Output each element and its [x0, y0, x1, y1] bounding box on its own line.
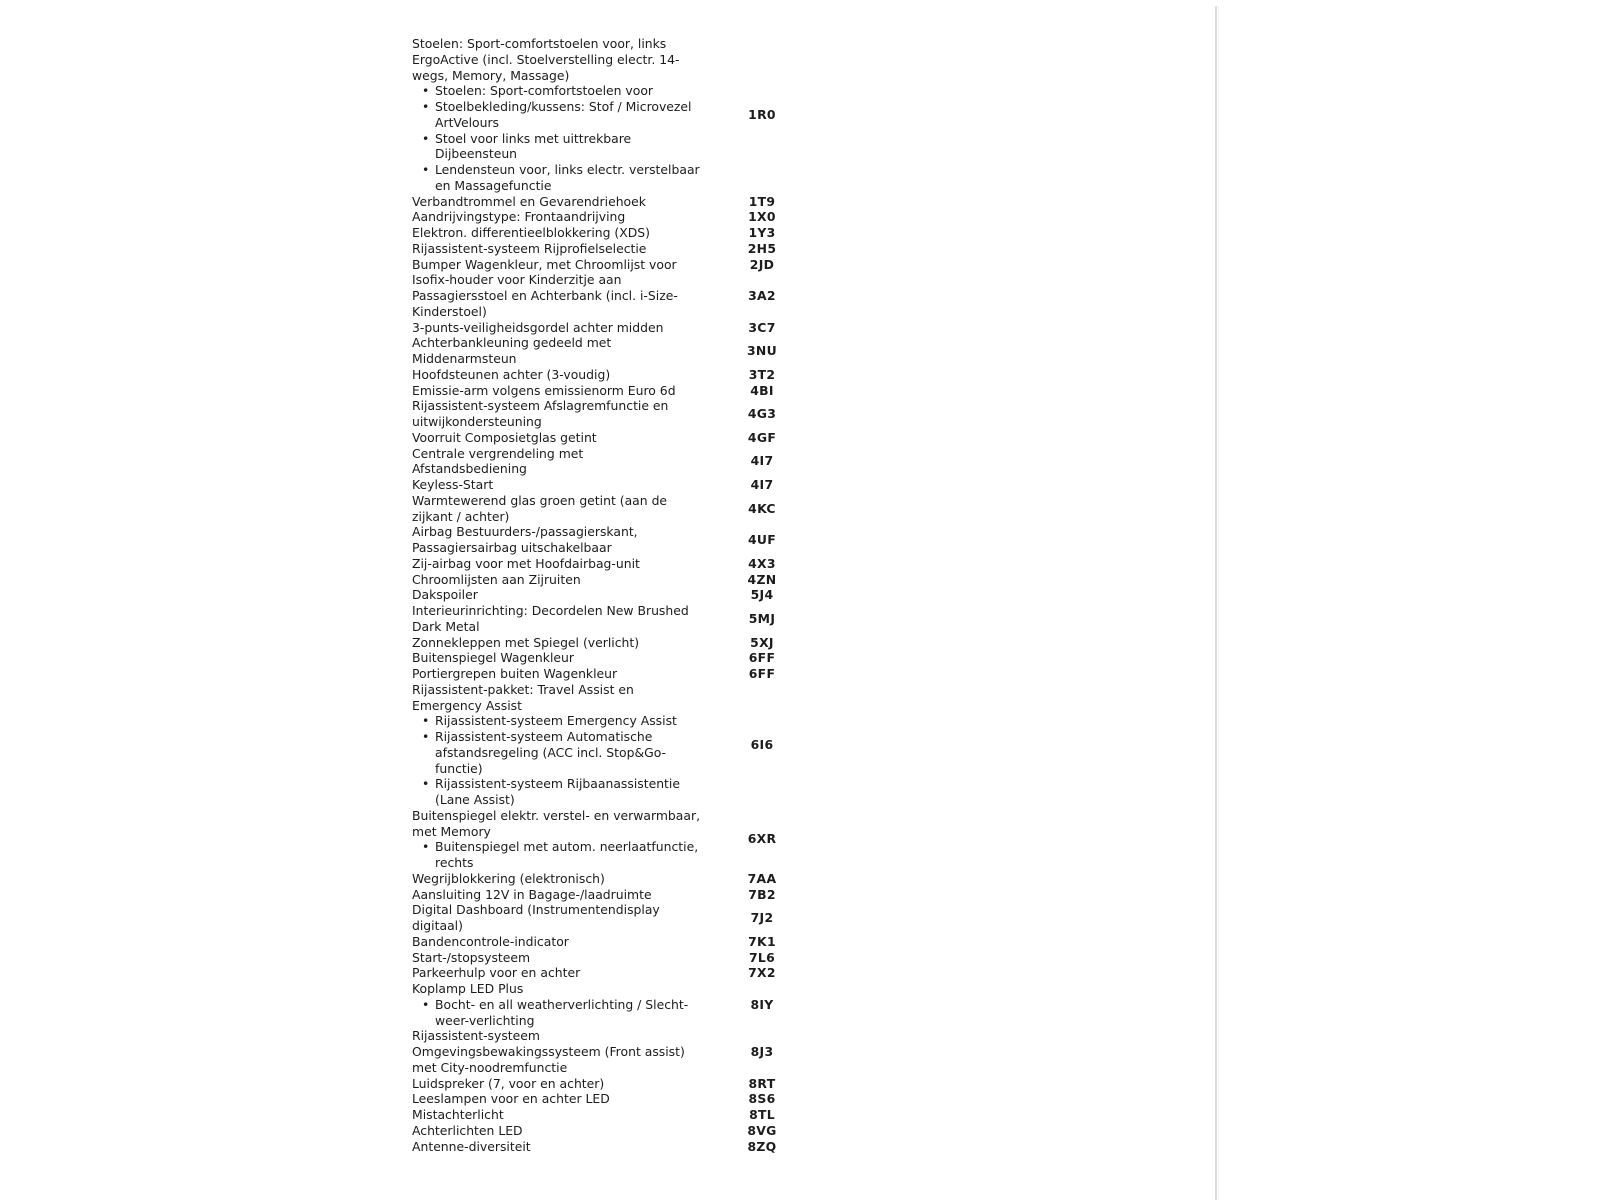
spec-row — [412, 257, 812, 273]
spec-description — [412, 603, 702, 635]
page-edge — [1215, 6, 1217, 1200]
spec-description-text: Parkeerhulp voor en achter — [412, 965, 581, 981]
spec-description-text: Bumper Wagenkleur, met Chroomlijst voor — [412, 256, 677, 272]
spec-row — [412, 950, 812, 966]
spec-description — [412, 320, 702, 336]
spec-sub-item: • Stoel voor links met uittrekbare Dijbeensteun — [412, 131, 702, 163]
spec-description — [412, 1123, 702, 1139]
spec-row — [412, 398, 812, 430]
spec-description-text: Chroomlijsten aan Zijruiten — [412, 571, 581, 587]
spec-description — [412, 493, 702, 525]
spec-sub-item: • Stoelbekleding/kussens: Stof / Microvezel ArtVelours — [412, 99, 702, 131]
spec-row — [412, 383, 812, 399]
spec-row — [412, 36, 812, 194]
spec-row — [412, 194, 812, 210]
spec-description — [412, 257, 702, 273]
spec-row — [412, 902, 812, 934]
spec-description — [412, 981, 702, 1028]
spec-description — [412, 1028, 702, 1075]
spec-option-code: 7L6 — [748, 949, 776, 965]
spec-row — [412, 1028, 812, 1075]
spec-option-code: 3NU — [747, 343, 777, 359]
spec-description-text: Koplamp LED Plus — [412, 981, 524, 996]
spec-option-code: 8IY — [750, 996, 774, 1012]
spec-description-text: Bandencontrole-indicator — [412, 933, 569, 949]
spec-option-code: 1T9 — [748, 193, 776, 209]
spec-option-code: 4KC — [748, 500, 776, 516]
spec-description-text: Achterlichten LED — [412, 1122, 523, 1138]
spec-option-code: 3C7 — [748, 319, 776, 335]
spec-option-code: 5XJ — [750, 634, 774, 650]
spec-option-code: 6XR — [747, 831, 777, 847]
spec-option-code: 7AA — [747, 870, 777, 886]
spec-description — [412, 587, 702, 603]
spec-option-code: 4BI — [750, 382, 774, 398]
spec-row — [412, 587, 812, 603]
spec-description-text: Portiergrepen buiten Wagenkleur — [412, 666, 618, 681]
spec-option-code: 8TL — [749, 1107, 775, 1122]
spec-option-code: 7K1 — [748, 933, 776, 949]
spec-option-code: 4G3 — [747, 406, 777, 422]
spec-row — [412, 666, 812, 682]
spec-row — [412, 1107, 812, 1123]
spec-option-code: 2JD — [749, 256, 775, 272]
spec-description — [412, 272, 702, 319]
spec-description — [412, 572, 702, 588]
spec-description-text: Luidspreker (7, voor en achter) — [412, 1075, 605, 1091]
spec-description — [412, 965, 702, 981]
spec-sub-list — [412, 839, 702, 871]
spec-row — [412, 335, 812, 367]
spec-row — [412, 524, 812, 556]
spec-description-text: Rijassistent-systeem Afslagremfunctie en uitwijkondersteuning — [412, 398, 669, 429]
spec-row — [412, 1139, 812, 1155]
spec-row — [412, 430, 812, 446]
spec-option-code: 6I6 — [750, 736, 774, 752]
spec-sub-item: • Stoelen: Sport-comfortstoelen voor — [412, 83, 702, 99]
spec-description-text: Interieurinrichting: Decordelen New Brushed Dark Metal — [412, 603, 689, 634]
spec-description-text: Zij-airbag voor met Hoofdairbag-unit — [412, 555, 640, 571]
spec-option-code: 1X0 — [748, 209, 776, 225]
spec-option-code: 6FF — [748, 666, 776, 681]
spec-option-code: 4UF — [747, 532, 777, 548]
spec-row — [412, 272, 812, 319]
spec-sub-item: • Bocht- en all weatherverlichting / Slecht-weer-verlichting — [412, 997, 702, 1029]
spec-description — [412, 194, 702, 210]
spec-option-code: 6FF — [748, 650, 776, 666]
spec-row — [412, 477, 812, 493]
spec-row — [412, 1091, 812, 1107]
spec-description — [412, 666, 702, 682]
spec-description-text: Elektron. differentieelblokkering (XDS) — [412, 225, 650, 240]
spec-description-text: Aansluiting 12V in Bagage-/laadruimte — [412, 886, 652, 902]
spec-row — [412, 650, 812, 666]
spec-option-code: 7X2 — [748, 965, 776, 981]
spec-description — [412, 1139, 702, 1155]
spec-description-text: Centrale vergrendeling met Afstandsbediening — [412, 445, 584, 477]
spec-option-code: 2H5 — [747, 240, 777, 256]
spec-description — [412, 36, 702, 194]
spec-option-code: 4ZN — [747, 571, 777, 587]
spec-option-code: 3T2 — [748, 366, 776, 382]
spec-description — [412, 209, 702, 225]
spec-description — [412, 950, 702, 966]
spec-sub-item: • Rijassistent-systeem Rijbaanassistentie (Lane Assist) — [412, 776, 702, 808]
spec-description — [412, 477, 702, 493]
spec-description-text: Rijassistent-systeem Rijprofielselectie — [412, 240, 647, 256]
spec-description-text: Isofix-houder voor Kinderzitje aan Passagiersstoel en Achterbank (incl. i-Size-Kinderstoel) — [412, 272, 678, 319]
spec-description — [412, 871, 702, 887]
spec-row — [412, 367, 812, 383]
spec-description-text: Hoofdsteunen achter (3-voudig) — [412, 366, 611, 382]
spec-option-code: 8ZQ — [747, 1138, 777, 1154]
spec-row — [412, 603, 812, 635]
equipment-spec-table — [412, 36, 812, 1154]
spec-description — [412, 650, 702, 666]
spec-option-code: 5MJ — [748, 610, 776, 626]
spec-description-text: Digital Dashboard (Instrumentendisplay digitaal) — [412, 902, 660, 933]
spec-option-code: 8VG — [747, 1122, 777, 1138]
spec-sub-item: • Rijassistent-systeem Emergency Assist — [412, 713, 702, 729]
spec-option-code: 8J3 — [750, 1044, 774, 1059]
spec-description-text: Voorruit Composietglas getint — [412, 429, 597, 445]
spec-row — [412, 887, 812, 903]
spec-description — [412, 635, 702, 651]
spec-sub-item: • Lendensteun voor, links electr. verstelbaar en Massagefunctie — [412, 162, 702, 194]
spec-description — [412, 808, 702, 871]
spec-option-code: 5J4 — [750, 587, 774, 603]
spec-description — [412, 225, 702, 241]
spec-row — [412, 1076, 812, 1092]
spec-row — [412, 572, 812, 588]
spec-description — [412, 524, 702, 556]
spec-sub-item: • Buitenspiegel met autom. neerlaatfunctie, rechts — [412, 839, 702, 871]
spec-option-code: 8S6 — [748, 1091, 776, 1107]
spec-description-text: 3-punts-veiligheidsgordel achter midden — [412, 319, 664, 335]
spec-description — [412, 682, 702, 808]
spec-description — [412, 335, 702, 367]
spec-description — [412, 934, 702, 950]
spec-option-code: 1Y3 — [748, 225, 776, 240]
spec-sub-list — [412, 713, 702, 808]
spec-description — [412, 1107, 702, 1123]
spec-description-text: Mistachterlicht — [412, 1107, 504, 1122]
spec-row — [412, 209, 812, 225]
spec-description-text: Wegrijblokkering (elektronisch) — [412, 870, 605, 886]
spec-sub-list — [412, 997, 702, 1029]
spec-row — [412, 965, 812, 981]
spec-description-text: Dakspoiler — [412, 587, 478, 603]
spec-description-text: Buitenspiegel elektr. verstel- en verwarmbaar, met Memory — [412, 807, 701, 839]
spec-description-text: Stoelen: Sport-comfortstoelen voor, links ErgoActive (incl. Stoelverstelling electr. 14-wegs, Memory, Massage) — [412, 36, 680, 83]
spec-row — [412, 320, 812, 336]
spec-sub-list — [412, 83, 702, 193]
spec-row — [412, 934, 812, 950]
spec-option-code: 4I7 — [750, 453, 774, 469]
spec-row — [412, 241, 812, 257]
spec-description-text: Achterbankleuning gedeeld met Middenarmsteun — [412, 335, 612, 366]
spec-description — [412, 430, 702, 446]
spec-row — [412, 682, 812, 808]
spec-description-text: Emissie-arm volgens emissienorm Euro 6d — [412, 382, 676, 398]
spec-description — [412, 1091, 702, 1107]
spec-row — [412, 871, 812, 887]
spec-description-text: Zonnekleppen met Spiegel (verlicht) — [412, 634, 640, 650]
spec-option-code: 7B2 — [748, 886, 776, 902]
spec-option-code: 4I7 — [750, 477, 774, 492]
spec-row — [412, 556, 812, 572]
spec-sub-item: • Rijassistent-systeem Automatische afstandsregeling (ACC incl. Stop&Go-functie) — [412, 729, 702, 776]
spec-description — [412, 367, 702, 383]
spec-option-code: 4GF — [747, 429, 777, 445]
spec-description-text: Start-/stopsysteem — [412, 949, 531, 965]
spec-description-text: Antenne-diversiteit — [412, 1138, 531, 1154]
spec-option-code: 7J2 — [750, 910, 774, 926]
spec-option-code: 1R0 — [748, 106, 776, 122]
spec-description — [412, 383, 702, 399]
spec-description-text: Buitenspiegel Wagenkleur — [412, 650, 574, 666]
spec-description-text: Rijassistent-pakket: Travel Assist en Emergency Assist — [412, 681, 634, 713]
spec-row — [412, 808, 812, 871]
spec-option-code: 8RT — [748, 1075, 776, 1091]
spec-description — [412, 556, 702, 572]
spec-description-text: Aandrijvingstype: Frontaandrijving — [412, 209, 626, 225]
spec-row — [412, 225, 812, 241]
spec-row — [412, 493, 812, 525]
spec-row — [412, 446, 812, 478]
spec-row — [412, 981, 812, 1028]
spec-option-code: 3A2 — [748, 288, 776, 303]
spec-description-text: Rijassistent-systeem Omgevingsbewakingssysteem (Front assist) met City-noodremfunctie — [412, 1028, 685, 1075]
spec-description-text: Verbandtrommel en Gevarendriehoek — [412, 193, 646, 209]
spec-description — [412, 902, 702, 934]
spec-description-text: Airbag Bestuurders-/passagierskant, Passagiersairbag uitschakelbaar — [412, 524, 638, 555]
spec-description — [412, 887, 702, 903]
spec-description — [412, 446, 702, 478]
spec-description-text: Warmtewerend glas groen getint (aan de zijkant / achter) — [412, 492, 668, 524]
spec-description — [412, 1076, 702, 1092]
spec-description — [412, 241, 702, 257]
spec-description-text: Keyless-Start — [412, 477, 494, 492]
spec-description-text: Leeslampen voor en achter LED — [412, 1091, 610, 1107]
spec-option-code: 4X3 — [748, 555, 776, 571]
spec-description — [412, 398, 702, 430]
spec-row — [412, 635, 812, 651]
spec-row — [412, 1123, 812, 1139]
